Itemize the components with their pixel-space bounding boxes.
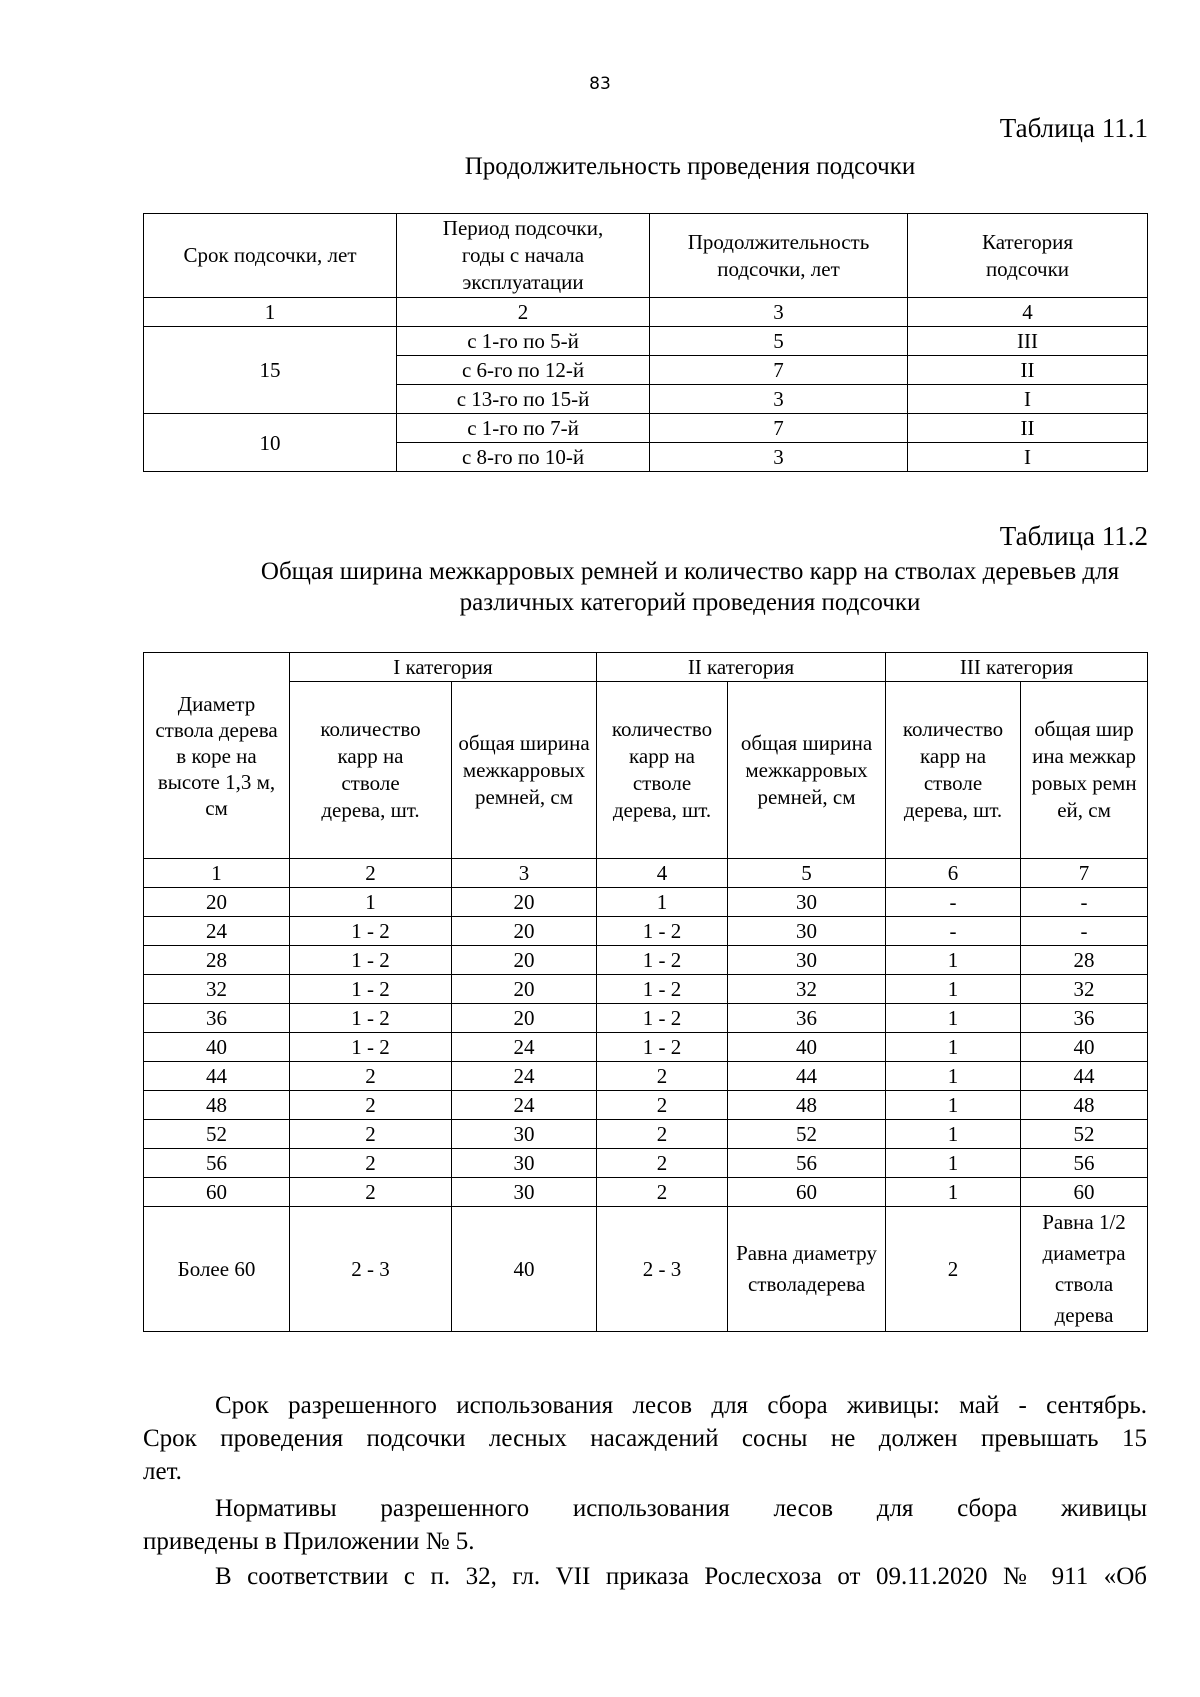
table-cell: 36 xyxy=(1021,1004,1148,1033)
table-row xyxy=(144,975,1148,1004)
table-cell: 48 xyxy=(1021,1091,1148,1120)
col-number: 3 xyxy=(452,859,597,888)
table-cell: 52 xyxy=(1021,1120,1148,1149)
paragraph-line: В соответствии с п. 32, гл. VII приказа Рослесхоза от 09.11.2020 № 911 «Об xyxy=(215,1563,1147,1590)
table-cell: 20 xyxy=(452,1004,597,1033)
table-cell: I xyxy=(908,443,1148,472)
paragraph-line: приведены в Приложении № 5. xyxy=(143,1528,475,1555)
table-row xyxy=(144,888,1148,917)
table-cell: 56 xyxy=(1021,1149,1148,1178)
subheader-cell: количество карр на стволе дерева, шт. xyxy=(886,682,1021,859)
table-cell: 56 xyxy=(728,1149,886,1178)
subheader-cell: общая ширина межкарровых ремней, см xyxy=(1021,682,1148,859)
subheader-row xyxy=(144,682,1148,859)
table-cell: 44 xyxy=(728,1062,886,1091)
table-cell: 36 xyxy=(728,1004,886,1033)
table-cell: 1 - 2 xyxy=(597,1004,728,1033)
table-cell: 20 xyxy=(452,975,597,1004)
table-cell: 30 xyxy=(728,917,886,946)
table-cell: 1 - 2 xyxy=(290,1004,452,1033)
table-cell: 1 - 2 xyxy=(290,946,452,975)
table-cell: 40 xyxy=(452,1207,597,1332)
table-cell: 30 xyxy=(728,888,886,917)
table-cell: 1 - 2 xyxy=(597,946,728,975)
table-cell: 2 xyxy=(597,1149,728,1178)
col-number: 7 xyxy=(1021,859,1148,888)
table-cell: 30 xyxy=(728,946,886,975)
table-cell: 1 xyxy=(886,1120,1021,1149)
table-cell: II xyxy=(908,356,1148,385)
page-number: 83 xyxy=(589,74,611,94)
table-cell: с 6-го по 12-й xyxy=(397,356,650,385)
table-cell: - xyxy=(1021,917,1148,946)
table-cell: 40 xyxy=(144,1033,290,1062)
table-cell: 48 xyxy=(144,1091,290,1120)
table-row xyxy=(144,1033,1148,1062)
col-number: 4 xyxy=(908,298,1148,327)
table-cell: 32 xyxy=(144,975,290,1004)
table-cell: с 13-го по 15-й xyxy=(397,385,650,414)
paragraph-line: Срок разрешенного использования лесов для сбора живицы: май - сентябрь. xyxy=(215,1392,1147,1419)
subheader-cell: количество карр на стволе дерева, шт. xyxy=(597,682,728,859)
table-cell: 56 xyxy=(144,1149,290,1178)
table-row xyxy=(144,917,1148,946)
table-cell: 2 xyxy=(886,1207,1021,1332)
table-cell: 2 - 3 xyxy=(597,1207,728,1332)
table-row xyxy=(144,1149,1148,1178)
table-cell: III xyxy=(908,327,1148,356)
table-cell: 1 xyxy=(886,1033,1021,1062)
col-number: 3 xyxy=(650,298,908,327)
table-cell: 2 - 3 xyxy=(290,1207,452,1332)
table1-label: Таблица 11.1 xyxy=(999,113,1148,143)
table-cell: 2 xyxy=(290,1149,452,1178)
category-header: II категория xyxy=(597,653,886,682)
table-cell: 7 xyxy=(650,356,908,385)
table-cell: 1 xyxy=(290,888,452,917)
table2 xyxy=(143,652,1148,1332)
column-number-row xyxy=(144,859,1148,888)
table-cell: 1 xyxy=(597,888,728,917)
table-cell: с 1-го по 5-й xyxy=(397,327,650,356)
table-row xyxy=(144,1120,1148,1149)
table-cell: 20 xyxy=(144,888,290,917)
table-cell: 2 xyxy=(597,1062,728,1091)
table-cell: 24 xyxy=(452,1091,597,1120)
category-header-row xyxy=(144,653,1148,682)
table-cell: 1 - 2 xyxy=(290,975,452,1004)
table-cell: 1 - 2 xyxy=(597,975,728,1004)
table-cell: Более 60 xyxy=(144,1207,290,1332)
table-cell: 44 xyxy=(144,1062,290,1091)
table-cell: 1 - 2 xyxy=(290,917,452,946)
table-cell: 5 xyxy=(650,327,908,356)
table-cell: 32 xyxy=(1021,975,1148,1004)
col-number: 2 xyxy=(290,859,452,888)
table-cell: 1 xyxy=(886,975,1021,1004)
diameter-header: Диаметр ствола дерева в коре на высоте 1,3 м, см xyxy=(144,653,290,859)
table-cell: 60 xyxy=(728,1178,886,1207)
table-cell: 24 xyxy=(452,1033,597,1062)
category-header: I категория xyxy=(290,653,597,682)
table-cell: Равна диаметру стволадерева xyxy=(728,1207,886,1332)
table1 xyxy=(143,213,1148,472)
table-cell: 52 xyxy=(144,1120,290,1149)
table-cell: 1 xyxy=(886,1062,1021,1091)
table-cell: 2 xyxy=(597,1178,728,1207)
table-cell: 1 xyxy=(886,1149,1021,1178)
term-cell: 10 xyxy=(144,414,397,472)
table-cell: 40 xyxy=(728,1033,886,1062)
paragraph-line: лет. xyxy=(143,1458,182,1485)
col-number: 1 xyxy=(144,859,290,888)
subheader-cell: общая ширина межкарровых ремней, см xyxy=(452,682,597,859)
header-cell: Период подсочки, годы с начала эксплуатации xyxy=(397,214,650,298)
table-row xyxy=(144,1004,1148,1033)
table-row xyxy=(144,1091,1148,1120)
table-cell: 20 xyxy=(452,917,597,946)
table-cell: - xyxy=(1021,888,1148,917)
table-row xyxy=(144,946,1148,975)
table-cell: 24 xyxy=(452,1062,597,1091)
table-cell: 1 - 2 xyxy=(597,1033,728,1062)
table-cell: 1 - 2 xyxy=(290,1033,452,1062)
table-cell: 44 xyxy=(1021,1062,1148,1091)
table-cell: с 1-го по 7-й xyxy=(397,414,650,443)
table-cell: 60 xyxy=(1021,1178,1148,1207)
col-number: 6 xyxy=(886,859,1021,888)
table-cell: 7 xyxy=(650,414,908,443)
table-cell: 48 xyxy=(728,1091,886,1120)
table-cell: 30 xyxy=(452,1149,597,1178)
category-header: III категория xyxy=(886,653,1148,682)
table-cell: 1 xyxy=(886,1178,1021,1207)
header-cell: Категория подсочки xyxy=(908,214,1148,298)
header-cell: Продолжительность подсочки, лет xyxy=(650,214,908,298)
table-cell: Равна 1/2 диаметра ствола дерева xyxy=(1021,1207,1148,1332)
table-cell: 1 xyxy=(886,1091,1021,1120)
table-cell: I xyxy=(908,385,1148,414)
table-cell: 3 xyxy=(650,385,908,414)
table-cell: II xyxy=(908,414,1148,443)
col-number: 1 xyxy=(144,298,397,327)
table-cell: 1 - 2 xyxy=(597,917,728,946)
header-cell: Срок подсочки, лет xyxy=(144,214,397,298)
table-cell: 20 xyxy=(452,888,597,917)
table-row xyxy=(144,1178,1148,1207)
paragraph-line: Срок проведения подсочки лесных насаждений сосны не должен превышать 15 xyxy=(143,1425,1147,1452)
col-number: 2 xyxy=(397,298,650,327)
table-cell: 28 xyxy=(144,946,290,975)
paragraph-line: Нормативы разрешенного использования лесов для сбора живицы xyxy=(215,1495,1147,1522)
table-cell: 30 xyxy=(452,1178,597,1207)
subheader-cell: количество карр на стволе дерева, шт. xyxy=(290,682,452,859)
table-cell: 20 xyxy=(452,946,597,975)
table-row xyxy=(144,414,1148,443)
table-cell: 30 xyxy=(452,1120,597,1149)
table-cell: 2 xyxy=(290,1178,452,1207)
table-cell: - xyxy=(886,917,1021,946)
table-header-row xyxy=(144,214,1148,298)
table2-label: Таблица 11.2 xyxy=(999,521,1148,551)
col-number: 5 xyxy=(728,859,886,888)
table-cell: 2 xyxy=(597,1091,728,1120)
table2-title: Общая ширина межкарровых ремней и количество карр на стволах деревьев для различных категорий проведения подсочки xyxy=(260,558,1120,616)
col-number: 4 xyxy=(597,859,728,888)
table-row xyxy=(144,1062,1148,1091)
table-cell: 36 xyxy=(144,1004,290,1033)
table-cell: 3 xyxy=(650,443,908,472)
table-row xyxy=(144,1207,1148,1332)
table-cell: 28 xyxy=(1021,946,1148,975)
table-cell: 2 xyxy=(597,1120,728,1149)
table-cell: 2 xyxy=(290,1120,452,1149)
table-cell: 32 xyxy=(728,975,886,1004)
table1-title: Продолжительность проведения подсочки xyxy=(464,153,916,180)
table-cell: - xyxy=(886,888,1021,917)
table-cell: 60 xyxy=(144,1178,290,1207)
table-row xyxy=(144,327,1148,356)
term-cell: 15 xyxy=(144,327,397,414)
subheader-cell: общая ширина межкарровых ремней, см xyxy=(728,682,886,859)
table-cell: 1 xyxy=(886,1004,1021,1033)
table-cell: 2 xyxy=(290,1062,452,1091)
table-cell: 24 xyxy=(144,917,290,946)
table-cell: 2 xyxy=(290,1091,452,1120)
table-cell: с 8-го по 10-й xyxy=(397,443,650,472)
table-cell: 40 xyxy=(1021,1033,1148,1062)
table-cell: 1 xyxy=(886,946,1021,975)
table-cell: 52 xyxy=(728,1120,886,1149)
column-number-row xyxy=(144,298,1148,327)
